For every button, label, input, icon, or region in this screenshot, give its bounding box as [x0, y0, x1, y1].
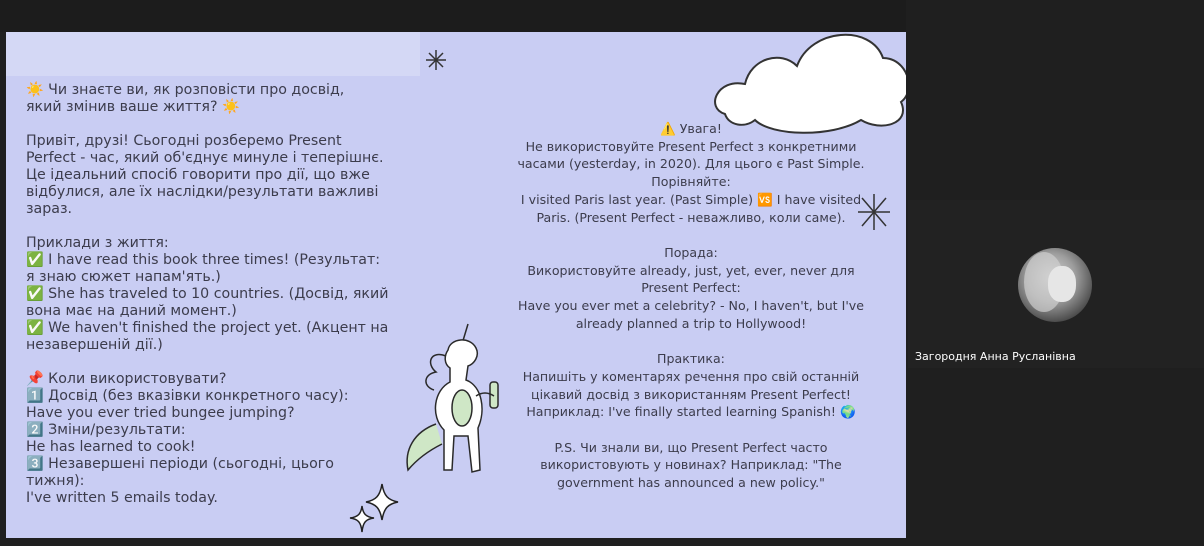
- example-line: ✅ I have read this book three times! (Результат:: [26, 252, 381, 268]
- tip-line: Have you ever met a celebrity? - No, I haven't, but I've: [518, 298, 864, 314]
- when-line: 2️⃣ Зміни/результати:: [26, 422, 186, 438]
- participant-video-tile[interactable]: [908, 200, 1204, 368]
- example-line: я знаю сюжет напам'ять.): [26, 269, 221, 285]
- intro-line: зараз.: [26, 201, 72, 217]
- practice-line: Напишіть у коментарях речення про свій останній: [522, 368, 860, 384]
- attention-line: Порівняйте:: [651, 174, 731, 190]
- attention-line: Не використовуйте Present Perfect з конкретними: [525, 138, 857, 154]
- intro-line: Привіт, друзі! Сьогодні розберемо Present: [26, 133, 342, 149]
- example-line: вона має на даний момент.): [26, 303, 237, 319]
- intro-line: відбулися, але їх наслідки/результати важливі: [26, 184, 379, 200]
- example-line: незавершеній дії.): [26, 337, 163, 353]
- heading-line: який змінив ваше життя? ☀️: [26, 99, 240, 115]
- attention-line: Paris. (Present Perfect - неважливо, коли саме).: [536, 209, 846, 225]
- shared-slide: [6, 32, 906, 538]
- ps-line: government has announced a new policy.": [557, 475, 825, 491]
- left-text-column: [26, 82, 421, 507]
- participant-name: Загородня Анна Русланівна: [915, 350, 1076, 363]
- practice-line: Практика:: [657, 351, 725, 367]
- attention-line: ⚠️ Увага!: [660, 121, 722, 136]
- when-line: I've written 5 emails today.: [26, 490, 218, 506]
- participant-avatar: [1018, 248, 1092, 322]
- intro-line: Це ідеальний спосіб говорити про дії, що вже: [26, 167, 370, 183]
- when-line: тижня):: [26, 473, 85, 489]
- ps-line: використовують у новинах? Наприклад: "The: [540, 457, 842, 473]
- attention-line: I visited Paris last year. (Past Simple) 🆚 I have visited: [520, 191, 862, 207]
- when-line: He has learned to cook!: [26, 439, 196, 455]
- intro-line: Perfect - час, який об'єднує минуле і теперішнє.: [26, 150, 384, 166]
- examples-title: Приклади з життя:: [26, 235, 169, 251]
- practice-line: Наприклад: I've finally started learning Spanish! 🌍: [526, 404, 856, 420]
- heading-line: ☀️ Чи знаєте ви, як розповісти про досвід,: [26, 82, 345, 98]
- tip-line: already planned a trip to Hollywood!: [575, 315, 807, 331]
- when-line: 1️⃣ Досвід (без вказівки конкретного часу):: [26, 388, 349, 404]
- tip-line: Використовуйте already, just, yet, ever, never для: [527, 262, 855, 278]
- tip-line: Порада:: [664, 244, 718, 260]
- when-line: 3️⃣ Незавершені періоди (сьогодні, цього: [26, 456, 334, 472]
- avatar-face: [1048, 266, 1076, 302]
- slide-top-band: [6, 32, 420, 76]
- right-text-column: [496, 120, 886, 492]
- when-line: Have you ever tried bungee jumping?: [26, 405, 295, 421]
- example-line: ✅ We haven't finished the project yet. (Акцент на: [26, 320, 389, 336]
- top-bar: [0, 0, 906, 32]
- tip-line: Present Perfect:: [641, 280, 741, 296]
- example-line: ✅ She has traveled to 10 countries. (Досвід, який: [26, 286, 389, 302]
- ps-line: P.S. Чи знали ви, що Present Perfect часто: [554, 439, 828, 455]
- attention-line: часами (yesterday, in 2020). Для цього є Past Simple.: [517, 156, 865, 172]
- when-title: 📌 Коли використовувати?: [26, 371, 227, 387]
- practice-line: цікавий досвід з використанням Present Perfect!: [531, 386, 851, 402]
- star-doodle-icon: [424, 48, 448, 72]
